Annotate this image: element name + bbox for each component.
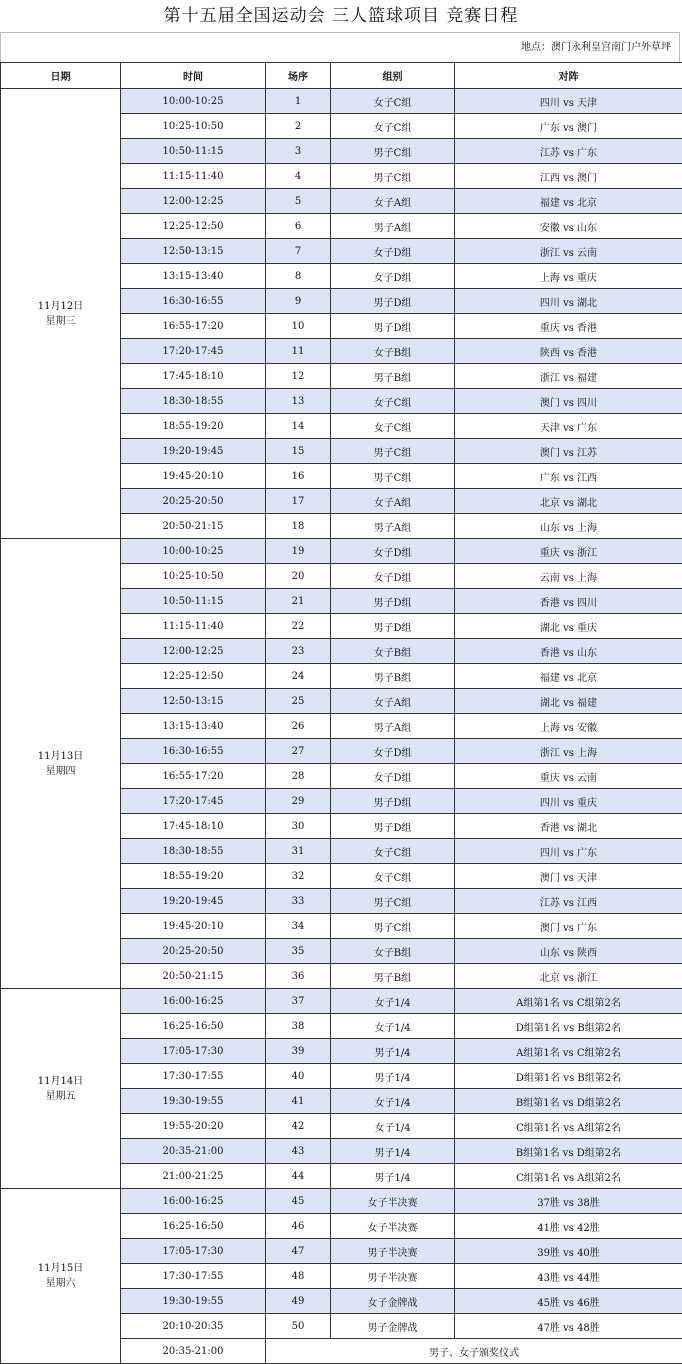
group-cell: 男子B组 xyxy=(331,964,455,989)
schedule-body xyxy=(1,89,682,1364)
group-cell: 男子1/4 xyxy=(331,1039,455,1064)
time-cell: 19:20-19:45 xyxy=(121,889,266,914)
matchup-cell: 湖北 vs 福建 xyxy=(455,689,682,714)
group-cell: 女子D组 xyxy=(331,764,455,789)
group-cell: 女子C组 xyxy=(331,114,455,139)
matchup-cell: 浙江 vs 福建 xyxy=(455,364,682,389)
match-no-cell: 21 xyxy=(266,589,331,614)
group-cell: 女子C组 xyxy=(331,89,455,114)
matchup-cell: 香港 vs 四川 xyxy=(455,589,682,614)
matchup-cell: 山东 vs 上海 xyxy=(455,514,682,539)
group-cell: 女子D组 xyxy=(331,239,455,264)
group-cell: 女子半决赛 xyxy=(331,1214,455,1239)
time-cell: 17:30-17:55 xyxy=(121,1264,266,1289)
group-cell: 男子D组 xyxy=(331,314,455,339)
time-cell: 10:25-10:50 xyxy=(121,114,266,139)
matchup-cell: A组第1名 vs C组第2名 xyxy=(455,1039,682,1064)
match-no-cell: 45 xyxy=(266,1189,331,1214)
time-cell: 10:50-11:15 xyxy=(121,139,266,164)
group-cell: 男子1/4 xyxy=(331,1139,455,1164)
time-cell: 16:30-16:55 xyxy=(121,739,266,764)
time-cell: 10:00-10:25 xyxy=(121,89,266,114)
match-no-cell: 4 xyxy=(266,164,331,189)
time-cell: 16:30-16:55 xyxy=(121,289,266,314)
match-no-cell: 41 xyxy=(266,1089,331,1114)
time-cell: 21:00-21:25 xyxy=(121,1164,266,1189)
group-cell: 男子A组 xyxy=(331,214,455,239)
matchup-cell: 北京 vs 浙江 xyxy=(455,964,682,989)
matchup-cell: 41胜 vs 42胜 xyxy=(455,1214,682,1239)
match-no-cell: 23 xyxy=(266,639,331,664)
matchup-cell: 重庆 vs 浙江 xyxy=(455,539,682,564)
match-no-cell: 49 xyxy=(266,1289,331,1314)
header-matchup: 对阵 xyxy=(455,63,682,89)
time-cell: 13:15-13:40 xyxy=(121,714,266,739)
match-no-cell: 26 xyxy=(266,714,331,739)
matchup-cell: 安徽 vs 山东 xyxy=(455,214,682,239)
group-cell: 女子B组 xyxy=(331,639,455,664)
matchup-cell: 澳门 vs 广东 xyxy=(455,914,682,939)
time-cell: 17:20-17:45 xyxy=(121,339,266,364)
match-no-cell: 13 xyxy=(266,389,331,414)
time-cell: 12:25-12:50 xyxy=(121,664,266,689)
group-cell: 男子半决赛 xyxy=(331,1239,455,1264)
date-label: 11月13日 xyxy=(1,749,120,764)
matchup-cell: 香港 vs 湖北 xyxy=(455,814,682,839)
group-cell: 男子C组 xyxy=(331,889,455,914)
match-no-cell: 1 xyxy=(266,89,331,114)
matchup-cell: 福建 vs 北京 xyxy=(455,664,682,689)
match-no-cell: 25 xyxy=(266,689,331,714)
match-no-cell: 16 xyxy=(266,464,331,489)
group-cell: 女子A组 xyxy=(331,189,455,214)
matchup-cell: 四川 vs 湖北 xyxy=(455,289,682,314)
match-no-cell: 29 xyxy=(266,789,331,814)
date-cell xyxy=(1,1189,121,1364)
matchup-cell: 澳门 vs 四川 xyxy=(455,389,682,414)
match-no-cell: 47 xyxy=(266,1239,331,1264)
time-cell: 16:25-16:50 xyxy=(121,1014,266,1039)
time-cell: 17:45-18:10 xyxy=(121,364,266,389)
time-cell: 10:50-11:15 xyxy=(121,589,266,614)
schedule-table xyxy=(0,62,682,1364)
time-cell: 12:25-12:50 xyxy=(121,214,266,239)
match-no-cell: 22 xyxy=(266,614,331,639)
time-cell: 16:00-16:25 xyxy=(121,1189,266,1214)
time-cell: 20:10-20:35 xyxy=(121,1314,266,1339)
group-cell: 男子C组 xyxy=(331,139,455,164)
time-cell: 19:30-19:55 xyxy=(121,1089,266,1114)
match-no-cell: 27 xyxy=(266,739,331,764)
time-cell: 17:45-18:10 xyxy=(121,814,266,839)
matchup-cell: 陕西 vs 香港 xyxy=(455,339,682,364)
time-cell: 18:55-19:20 xyxy=(121,414,266,439)
time-cell: 19:45-20:10 xyxy=(121,464,266,489)
matchup-cell: C组第1名 vs A组第2名 xyxy=(455,1164,682,1189)
matchup-cell: B组第1名 vs D组第2名 xyxy=(455,1089,682,1114)
matchup-cell: 江西 vs 澳门 xyxy=(455,164,682,189)
header-group: 组别 xyxy=(331,63,455,89)
table-row xyxy=(1,539,682,564)
table-row xyxy=(1,89,682,114)
match-no-cell: 32 xyxy=(266,864,331,889)
match-no-cell: 37 xyxy=(266,989,331,1014)
date-label: 11月12日 xyxy=(1,299,120,314)
group-cell: 女子金牌战 xyxy=(331,1289,455,1314)
matchup-cell: 47胜 vs 48胜 xyxy=(455,1314,682,1339)
ceremony-cell xyxy=(266,1339,682,1364)
matchup-cell: 浙江 vs 云南 xyxy=(455,239,682,264)
matchup-cell: 澳门 vs 江苏 xyxy=(455,439,682,464)
match-no-cell: 10 xyxy=(266,314,331,339)
group-cell: 男子B组 xyxy=(331,664,455,689)
match-no-cell: 30 xyxy=(266,814,331,839)
match-no-cell: 43 xyxy=(266,1139,331,1164)
match-no-cell: 19 xyxy=(266,539,331,564)
weekday-label: 星期五 xyxy=(1,1089,120,1104)
match-no-cell: 39 xyxy=(266,1039,331,1064)
match-no-cell: 40 xyxy=(266,1064,331,1089)
matchup-cell: B组第1名 vs D组第2名 xyxy=(455,1139,682,1164)
match-no-cell: 38 xyxy=(266,1014,331,1039)
group-cell: 女子1/4 xyxy=(331,989,455,1014)
match-no-cell: 24 xyxy=(266,664,331,689)
matchup-cell: 湖北 vs 重庆 xyxy=(455,614,682,639)
matchup-cell: D组第1名 vs B组第2名 xyxy=(455,1064,682,1089)
matchup-cell: 广东 vs 澳门 xyxy=(455,114,682,139)
header-match-no: 场序 xyxy=(266,63,331,89)
group-cell: 男子C组 xyxy=(331,164,455,189)
match-no-cell: 17 xyxy=(266,489,331,514)
match-no-cell: 8 xyxy=(266,264,331,289)
group-cell: 男子A组 xyxy=(331,514,455,539)
matchup-cell: 四川 vs 广东 xyxy=(455,839,682,864)
time-cell: 20:35-21:00 xyxy=(121,1339,266,1364)
group-cell: 女子1/4 xyxy=(331,1114,455,1139)
group-cell: 女子D组 xyxy=(331,564,455,589)
time-cell: 12:00-12:25 xyxy=(121,639,266,664)
time-cell: 16:00-16:25 xyxy=(121,989,266,1014)
group-cell: 女子D组 xyxy=(331,739,455,764)
group-cell: 男子D组 xyxy=(331,289,455,314)
group-cell: 男子A组 xyxy=(331,714,455,739)
time-cell: 10:00-10:25 xyxy=(121,539,266,564)
weekday-label: 星期三 xyxy=(1,314,120,329)
group-cell: 男子金牌战 xyxy=(331,1314,455,1339)
time-cell: 20:50-21:15 xyxy=(121,964,266,989)
group-cell: 女子1/4 xyxy=(331,1014,455,1039)
time-cell: 18:30-18:55 xyxy=(121,389,266,414)
time-cell: 17:20-17:45 xyxy=(121,789,266,814)
matchup-cell: 重庆 vs 香港 xyxy=(455,314,682,339)
group-cell: 男子1/4 xyxy=(331,1164,455,1189)
group-cell: 女子B组 xyxy=(331,339,455,364)
matchup-cell: 江苏 vs 广东 xyxy=(455,139,682,164)
matchup-cell: 福建 vs 北京 xyxy=(455,189,682,214)
matchup-cell: 37胜 vs 38胜 xyxy=(455,1189,682,1214)
table-row xyxy=(1,1189,682,1214)
match-no-cell: 42 xyxy=(266,1114,331,1139)
time-cell: 18:30-18:55 xyxy=(121,839,266,864)
matchup-cell: 北京 vs 湖北 xyxy=(455,489,682,514)
time-cell: 12:50-13:15 xyxy=(121,689,266,714)
group-cell: 女子1/4 xyxy=(331,1089,455,1114)
match-no-cell: 9 xyxy=(266,289,331,314)
match-no-cell: 5 xyxy=(266,189,331,214)
match-no-cell: 11 xyxy=(266,339,331,364)
matchup-cell: A组第1名 vs C组第2名 xyxy=(455,989,682,1014)
matchup-cell: 上海 vs 重庆 xyxy=(455,264,682,289)
date-cell xyxy=(1,89,121,539)
group-cell: 女子A组 xyxy=(331,689,455,714)
group-cell: 女子C组 xyxy=(331,389,455,414)
match-no-cell: 35 xyxy=(266,939,331,964)
match-no-cell: 12 xyxy=(266,364,331,389)
time-cell: 19:30-19:55 xyxy=(121,1289,266,1314)
matchup-cell: 重庆 vs 云南 xyxy=(455,764,682,789)
match-no-cell: 44 xyxy=(266,1164,331,1189)
group-cell: 男子C组 xyxy=(331,439,455,464)
matchup-cell: 云南 vs 上海 xyxy=(455,564,682,589)
time-cell: 12:00-12:25 xyxy=(121,189,266,214)
match-no-cell: 6 xyxy=(266,214,331,239)
date-cell xyxy=(1,539,121,989)
match-no-cell: 28 xyxy=(266,764,331,789)
group-cell: 女子C组 xyxy=(331,839,455,864)
matchup-cell: 广东 vs 江西 xyxy=(455,464,682,489)
time-cell: 16:25-16:50 xyxy=(121,1214,266,1239)
match-no-cell: 50 xyxy=(266,1314,331,1339)
ceremony-label: 男子、女子颁奖仪式 xyxy=(429,1344,519,1359)
time-cell: 17:05-17:30 xyxy=(121,1239,266,1264)
matchup-cell: 澳门 vs 天津 xyxy=(455,864,682,889)
time-cell: 11:15-11:40 xyxy=(121,614,266,639)
matchup-cell: D组第1名 vs B组第2名 xyxy=(455,1014,682,1039)
table-row xyxy=(1,989,682,1014)
match-no-cell: 33 xyxy=(266,889,331,914)
matchup-cell: 四川 vs 天津 xyxy=(455,89,682,114)
match-no-cell: 2 xyxy=(266,114,331,139)
matchup-cell: 山东 vs 陕西 xyxy=(455,939,682,964)
match-no-cell: 14 xyxy=(266,414,331,439)
match-no-cell: 46 xyxy=(266,1214,331,1239)
group-cell: 男子D组 xyxy=(331,589,455,614)
time-cell: 20:50-21:15 xyxy=(121,514,266,539)
group-cell: 女子D组 xyxy=(331,539,455,564)
header-row xyxy=(1,63,682,89)
matchup-cell: 上海 vs 安徽 xyxy=(455,714,682,739)
group-cell: 男子C组 xyxy=(331,914,455,939)
time-cell: 17:30-17:55 xyxy=(121,1064,266,1089)
matchup-cell: C组第1名 vs A组第2名 xyxy=(455,1114,682,1139)
group-cell: 女子半决赛 xyxy=(331,1189,455,1214)
matchup-cell: 香港 vs 山东 xyxy=(455,639,682,664)
group-cell: 男子1/4 xyxy=(331,1064,455,1089)
matchup-cell: 43胜 vs 44胜 xyxy=(455,1264,682,1289)
time-cell: 16:55-17:20 xyxy=(121,314,266,339)
match-no-cell: 31 xyxy=(266,839,331,864)
time-cell: 19:45-20:10 xyxy=(121,914,266,939)
matchup-cell: 江苏 vs 江西 xyxy=(455,889,682,914)
matchup-cell: 四川 vs 重庆 xyxy=(455,789,682,814)
date-label: 11月15日 xyxy=(1,1261,120,1276)
time-cell: 12:50-13:15 xyxy=(121,239,266,264)
weekday-label: 星期六 xyxy=(1,1276,120,1291)
match-no-cell: 48 xyxy=(266,1264,331,1289)
group-cell: 女子C组 xyxy=(331,414,455,439)
match-no-cell: 34 xyxy=(266,914,331,939)
page-title: 第十五届全国运动会 三人篮球项目 竞赛日程 xyxy=(0,0,682,32)
venue-line: 地点：澳门永利皇宫南门户外草坪 xyxy=(0,32,680,62)
matchup-cell: 天津 vs 广东 xyxy=(455,414,682,439)
match-no-cell: 15 xyxy=(266,439,331,464)
matchup-cell: 39胜 vs 40胜 xyxy=(455,1239,682,1264)
time-cell: 20:25-20:50 xyxy=(121,489,266,514)
match-no-cell: 3 xyxy=(266,139,331,164)
match-no-cell: 18 xyxy=(266,514,331,539)
time-cell: 16:55-17:20 xyxy=(121,764,266,789)
header-date: 日期 xyxy=(1,63,121,89)
matchup-cell: 45胜 vs 46胜 xyxy=(455,1289,682,1314)
header-time: 时间 xyxy=(121,63,266,89)
time-cell: 17:05-17:30 xyxy=(121,1039,266,1064)
time-cell: 11:15-11:40 xyxy=(121,164,266,189)
group-cell: 男子D组 xyxy=(331,789,455,814)
date-label: 11月14日 xyxy=(1,1074,120,1089)
matchup-cell: 浙江 vs 上海 xyxy=(455,739,682,764)
time-cell: 19:20-19:45 xyxy=(121,439,266,464)
time-cell: 19:55-20:20 xyxy=(121,1114,266,1139)
group-cell: 女子C组 xyxy=(331,864,455,889)
group-cell: 男子D组 xyxy=(331,814,455,839)
time-cell: 18:55-19:20 xyxy=(121,864,266,889)
group-cell: 女子B组 xyxy=(331,939,455,964)
group-cell: 女子A组 xyxy=(331,489,455,514)
weekday-label: 星期四 xyxy=(1,764,120,779)
group-cell: 男子B组 xyxy=(331,364,455,389)
time-cell: 20:25-20:50 xyxy=(121,939,266,964)
group-cell: 男子C组 xyxy=(331,464,455,489)
date-cell xyxy=(1,989,121,1189)
group-cell: 男子D组 xyxy=(331,614,455,639)
match-no-cell: 20 xyxy=(266,564,331,589)
group-cell: 男子半决赛 xyxy=(331,1264,455,1289)
match-no-cell: 36 xyxy=(266,964,331,989)
match-no-cell: 7 xyxy=(266,239,331,264)
time-cell: 10:25-10:50 xyxy=(121,564,266,589)
time-cell: 20:35-21:00 xyxy=(121,1139,266,1164)
group-cell: 女子D组 xyxy=(331,264,455,289)
time-cell: 13:15-13:40 xyxy=(121,264,266,289)
